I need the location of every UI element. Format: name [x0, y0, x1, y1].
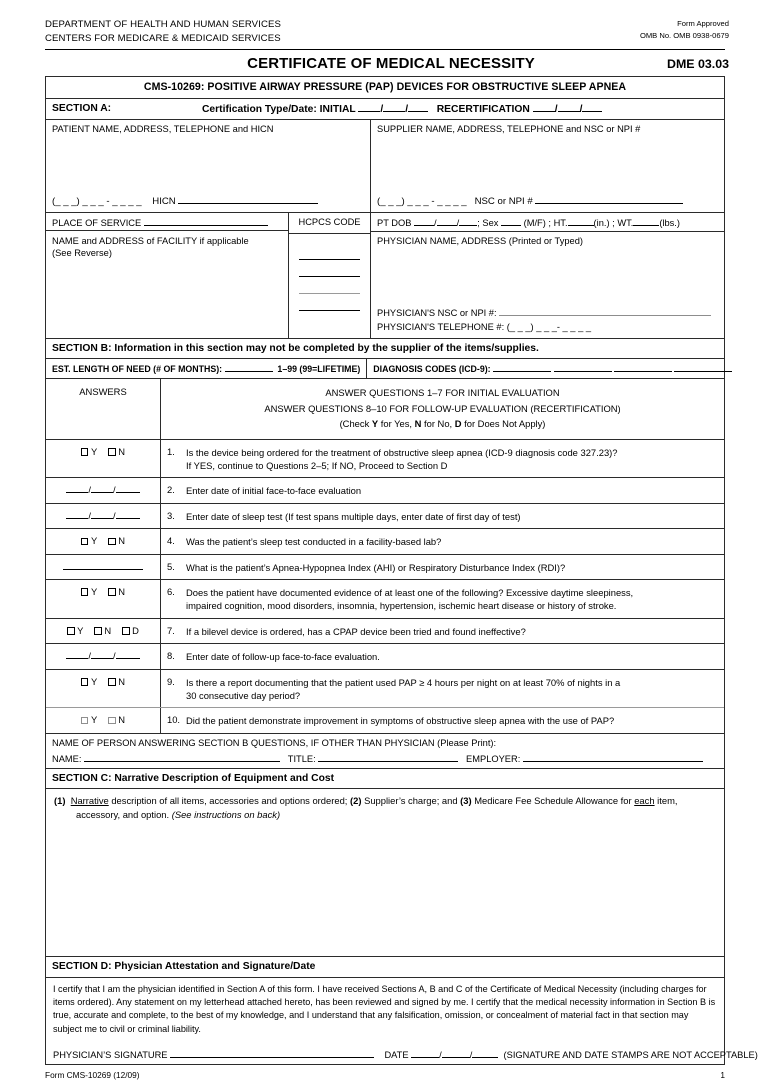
- answers-instructions-row: [46, 379, 724, 440]
- name-input[interactable]: [84, 753, 280, 762]
- date-8-year[interactable]: [116, 650, 140, 659]
- question-row-8: [46, 643, 724, 668]
- answer-cell-6[interactable]: [46, 580, 161, 618]
- physician-ids: [377, 307, 718, 336]
- cert-recert-month[interactable]: [533, 103, 555, 112]
- hcpcs-column: [289, 213, 371, 338]
- certification-type-row: Certification Type/Date: INITIAL / / RECERTIFICATION / /: [202, 103, 602, 115]
- patient-phone-hicn-line: [52, 195, 318, 207]
- section-c-text-3: Supplier’s charge; and: [361, 795, 461, 807]
- answer-cell-9[interactable]: [46, 670, 161, 708]
- section-c-see-instructions: (See instructions on back): [171, 808, 281, 820]
- question-row-5: [46, 554, 724, 579]
- cert-initial-year[interactable]: [408, 103, 428, 112]
- section-a-label: SECTION A:: [52, 102, 112, 114]
- label-4-no: N: [118, 535, 126, 547]
- checkbox-9-yes[interactable]: [81, 678, 89, 686]
- date-label: DATE: [384, 1049, 409, 1060]
- date-8-month[interactable]: [66, 650, 88, 659]
- checkbox-1-no[interactable]: [108, 448, 116, 456]
- question-number-3: 3.: [167, 509, 175, 521]
- section-d-header: SECTION D: Physician Attestation and Signature/Date: [46, 957, 724, 978]
- agency-line-2: CENTERS FOR MEDICARE & MEDICAID SERVICES: [45, 32, 281, 44]
- patient-box-label: PATIENT NAME, ADDRESS, TELEPHONE and HICN: [52, 123, 274, 134]
- checkbox-4-yes[interactable]: [81, 538, 89, 546]
- label-10-yes: Y: [90, 714, 98, 726]
- instr3-mid1: for Yes,: [378, 418, 415, 429]
- checkbox-10-no[interactable]: [108, 717, 116, 725]
- checkbox-6-yes[interactable]: [81, 588, 89, 596]
- instruction-line-3: [167, 416, 718, 432]
- length-of-need-row: [46, 359, 724, 379]
- title-bar: [0, 50, 770, 76]
- question-1-line-1: Is the device being ordered for the treatment of obstructive sleep apnea (ICD-9 diagnosis code 327.23)?: [186, 446, 618, 458]
- date-3-day[interactable]: [91, 510, 113, 519]
- signature-date-year[interactable]: [472, 1049, 498, 1058]
- signature-row: PHYSICIAN’S SIGNATURE DATE / / (SIGNATURE AND DATE STAMPS ARE NOT ACCEPTABLE): [53, 1049, 758, 1060]
- page-title: CERTIFICATE OF MEDICAL NECESSITY: [247, 55, 535, 72]
- cert-recert-day[interactable]: [558, 103, 580, 112]
- answer-cell-5[interactable]: [46, 555, 161, 579]
- diagnosis-code-3[interactable]: [614, 363, 672, 372]
- question-text-10: Did the patient demonstrate improvement in symptoms of obstructive sleep apnea with the use of PAP?: [186, 715, 615, 727]
- cert-recert-year[interactable]: [582, 103, 602, 112]
- answer-cell-3[interactable]: / /: [46, 504, 161, 528]
- date-3-month[interactable]: [66, 510, 88, 519]
- form-approved-label: Form Approved: [677, 19, 729, 28]
- question-row-6: [46, 579, 724, 618]
- physician-nsc-label: PHYSICIAN'S NSC or NPI #:: [377, 307, 497, 318]
- question-6-line-1: Does the patient have documented evidence of at least one of the following? Excessive daytime sleepiness,: [186, 586, 634, 598]
- label-9-yes: Y: [90, 675, 98, 687]
- diagnosis-codes: [367, 359, 738, 378]
- signature-date-month[interactable]: [411, 1049, 439, 1058]
- question-9-line-2: 30 consecutive day period?: [186, 689, 301, 701]
- question-number-8: 8.: [167, 650, 175, 662]
- hcpcs-line-2[interactable]: [299, 260, 360, 277]
- question-text-4: Was the patient’s sleep test conducted in a facility-based lab?: [186, 536, 442, 548]
- questions-table: [46, 440, 724, 734]
- cert-initial-day[interactable]: [383, 103, 405, 112]
- patient-supplier-row: [46, 120, 724, 213]
- person-answering-fields: [46, 751, 724, 768]
- place-service-row: [46, 213, 724, 339]
- date-8-day[interactable]: [91, 650, 113, 659]
- attestation-text: I certify that I am the physician identified in Section A of this form. I have received Sections A, B and C of the Certificate of Medical Necessity (including charges for items ordered). Any statement on my letterhead attached hereto, has been reviewed and signed by me. I certify that the medical necessity information in Section B is true, accurate and complete, to the best of my knowledge, and I understand that any falsification, omission, or concealment of material fact in that section may subject me to civil or criminal liability.: [53, 983, 716, 1034]
- label-6-yes: Y: [90, 585, 98, 597]
- label-7-yes: Y: [77, 624, 84, 636]
- masthead: [0, 0, 770, 45]
- section-c-num-1: (1): [54, 795, 66, 807]
- patient-phone-mask[interactable]: (_ _ _) _ _ _ - _ _ _ _: [52, 195, 142, 207]
- instr3-d: D: [454, 418, 462, 429]
- question-row-3: [46, 503, 724, 528]
- patient-hicn-input[interactable]: [178, 195, 318, 204]
- section-c-text-4: Medicare Fee Schedule Allowance for: [471, 795, 632, 807]
- section-a-header: [46, 99, 724, 120]
- omb-approval: [640, 18, 729, 41]
- page-number: 1: [720, 1069, 725, 1080]
- name-label: NAME:: [52, 753, 82, 764]
- section-c-body[interactable]: [46, 789, 724, 957]
- place-of-service-input[interactable]: [144, 217, 268, 226]
- title-label: TITLE:: [287, 753, 316, 764]
- est-length-of-need: [46, 359, 367, 378]
- section-c-text-2: description of all items, accessories and options ordered;: [108, 795, 350, 807]
- pt-ht-input[interactable]: [568, 217, 594, 226]
- instruction-line-2: ANSWER QUESTIONS 8–10 FOR FOLLOW-UP EVALUATION (RECERTIFICATION): [264, 402, 621, 414]
- answer-cell-8[interactable]: / /: [46, 644, 161, 668]
- pt-dob-day[interactable]: [437, 217, 457, 226]
- section-c-header: SECTION C: Narrative Description of Equipment and Cost: [46, 769, 724, 790]
- question-row-10: [46, 707, 724, 732]
- question-number-10: 10.: [167, 714, 181, 726]
- pt-dob-label: PT DOB: [377, 217, 412, 228]
- section-b-header: SECTION B: Information in this section may not be completed by the supplier of the items/supplies.: [46, 339, 724, 360]
- pt-dob-year[interactable]: [459, 217, 477, 226]
- answer-cell-7[interactable]: [46, 619, 161, 643]
- question-row-1: [46, 440, 724, 478]
- question-row-4: [46, 528, 724, 553]
- pt-ht-label: HT.: [553, 217, 568, 228]
- question-number-7: 7.: [167, 624, 175, 636]
- question-text-7: If a bilevel device is ordered, has a CPAP device been tried and found ineffective?: [186, 625, 526, 637]
- cmn-form: [45, 76, 758, 1065]
- question-text-8: Enter date of follow-up face-to-face evaluation.: [186, 651, 380, 663]
- cert-recert-label: RECERTIFICATION: [436, 103, 530, 115]
- instruction-line-1: ANSWER QUESTIONS 1–7 FOR INITIAL EVALUATION: [325, 387, 560, 398]
- checkbox-6-no[interactable]: [108, 588, 116, 596]
- physician-box-label: PHYSICIAN NAME, ADDRESS (Printed or Typed): [377, 235, 583, 246]
- physician-column: [371, 213, 724, 338]
- diagnosis-code-4[interactable]: [674, 363, 732, 372]
- diagnosis-codes-label: DIAGNOSIS CODES (ICD-9):: [373, 364, 491, 374]
- question-text-3: Enter date of sleep test (If test spans multiple days, enter date of first day of test): [186, 510, 521, 522]
- instr3-n: N: [414, 418, 422, 429]
- cms-subtitle: CMS-10269: POSITIVE AIRWAY PRESSURE (PAP) DEVICES FOR OBSTRUCTIVE SLEEP APNEA: [46, 77, 724, 99]
- question-text-2: Enter date of initial face-to-face evaluation: [186, 485, 362, 497]
- checkbox-7-no[interactable]: [94, 627, 102, 635]
- instr3-pre: (Check: [339, 418, 372, 429]
- pt-sex-label: ; Sex: [477, 217, 499, 228]
- physician-signature-input[interactable]: [170, 1049, 374, 1058]
- section-c-num-2: (2): [350, 795, 362, 807]
- answer-cell-10[interactable]: [46, 708, 161, 732]
- form-identifier: Form CMS-10269 (12/09): [45, 1069, 140, 1080]
- instr3-end: for Does Not Apply): [461, 418, 546, 429]
- pt-sex-input[interactable]: [501, 217, 521, 226]
- question-1-line-2: If YES, continue to Questions 2–5; If NO, Proceed to Section D: [186, 459, 448, 471]
- cert-initial-label: Certification Type/Date: INITIAL: [202, 103, 356, 115]
- question-row-7: [46, 618, 724, 643]
- facility-label-line-1: NAME and ADDRESS of FACILITY if applicable: [52, 235, 249, 246]
- pt-ht-unit: (in.) ;: [593, 217, 615, 228]
- supplier-box-label: SUPPLIER NAME, ADDRESS, TELEPHONE and NSC or NPI #: [377, 123, 641, 134]
- supplier-nsc-label: NSC or NPI #: [474, 195, 533, 207]
- hcpcs-code-lines: [289, 234, 370, 311]
- diagnosis-code-1[interactable]: [493, 363, 551, 372]
- dme-version: DME 03.03: [667, 57, 729, 71]
- est-length-input[interactable]: [225, 363, 273, 372]
- section-c-text-6: item, accessory, and option.: [76, 795, 678, 820]
- patient-box[interactable]: [46, 120, 371, 212]
- question-row-9: [46, 669, 724, 708]
- checkbox-1-yes[interactable]: [81, 448, 89, 456]
- answer-cell-1[interactable]: [46, 440, 161, 478]
- hcpcs-line-4[interactable]: [299, 294, 360, 311]
- question-6-line-2: impaired cognition, mood disorders, insomnia, hypertension, ischemic heart disease or history of stroke.: [186, 600, 617, 612]
- supplier-box[interactable]: [371, 120, 724, 212]
- diagnosis-code-2[interactable]: [554, 363, 612, 372]
- pt-sex-mf-note: (M/F) ;: [523, 217, 551, 228]
- pt-wt-unit: (lbs.): [659, 217, 680, 228]
- hcpcs-header: HCPCS CODE: [289, 213, 370, 234]
- pt-dob-month[interactable]: [414, 217, 434, 226]
- agency-name: [45, 18, 281, 45]
- place-of-service-column: [46, 213, 289, 338]
- page-footer: [45, 1070, 725, 1080]
- question-number-6: 6.: [167, 585, 175, 597]
- answer-instructions: [161, 379, 724, 439]
- instr3-mid2: for No,: [421, 418, 455, 429]
- omb-number: OMB No. OMB 0938-0679: [639, 30, 729, 40]
- question-9-line-1: Is there a report documenting that the patient used PAP ≥ 4 hours per night on at least 70% of nights in a: [186, 676, 621, 688]
- physician-name-address-box[interactable]: [371, 232, 724, 338]
- hcpcs-line-1[interactable]: [299, 243, 360, 260]
- question-text-1: [186, 440, 724, 478]
- question-text-6: [186, 580, 724, 618]
- section-c-instructions: [54, 794, 716, 821]
- checkbox-7-does-not-apply[interactable]: [122, 627, 130, 635]
- question-text-9: [186, 670, 724, 708]
- employer-input[interactable]: [523, 753, 703, 762]
- stamp-note: (SIGNATURE AND DATE STAMPS ARE NOT ACCEPTABLE): [503, 1049, 758, 1060]
- pt-wt-input[interactable]: [633, 217, 659, 226]
- patient-demographics-line: PT DOB / / ; Sex (M/F) ; HT. (in.) ; WT. (lbs.): [371, 213, 724, 232]
- place-of-service-label: PLACE OF SERVICE: [52, 217, 142, 228]
- label-4-yes: Y: [90, 535, 98, 547]
- checkbox-9-no[interactable]: [108, 678, 116, 686]
- date-3-year[interactable]: [116, 510, 140, 519]
- question-text-5: What is the patient’s Apnea-Hypopnea Index (AHI) or Respiratory Disturbance Index (RDI)?: [186, 561, 566, 573]
- physician-telephone-line: [377, 322, 718, 336]
- facility-name-address-box[interactable]: [46, 231, 288, 337]
- section-c-num-3: (3): [460, 795, 472, 807]
- physician-telephone-label: PHYSICIAN'S TELEPHONE #:: [377, 321, 505, 332]
- signature-date-day[interactable]: [442, 1049, 470, 1058]
- question-row-2: [46, 477, 724, 502]
- question-number-1: 1.: [167, 445, 175, 457]
- question-number-2: 2.: [167, 484, 175, 496]
- checkbox-7-yes[interactable]: [67, 627, 75, 635]
- label-1-no: N: [118, 445, 126, 457]
- hcpcs-line-3[interactable]: [299, 277, 360, 294]
- title-input[interactable]: [318, 753, 458, 762]
- agency-line-1: DEPARTMENT OF HEALTH AND HUMAN SERVICES: [45, 19, 281, 30]
- physician-nsc-line: [377, 307, 718, 322]
- person-answering-label: NAME OF PERSON ANSWERING SECTION B QUESTIONS, IF OTHER THAN PHYSICIAN (Please Print):: [52, 737, 497, 748]
- supplier-phone-mask[interactable]: (_ _ _) _ _ _ - _ _ _ _: [377, 195, 467, 207]
- label-9-no: N: [118, 675, 126, 687]
- est-length-label: EST. LENGTH OF NEED (# OF MONTHS):: [52, 364, 223, 374]
- section-c-each-word: each: [634, 795, 655, 807]
- cert-initial-month[interactable]: [358, 103, 380, 112]
- question-number-9: 9.: [167, 675, 175, 687]
- answer-cell-2[interactable]: / /: [46, 478, 161, 502]
- supplier-nsc-input[interactable]: [535, 195, 683, 204]
- employer-label: EMPLOYER:: [466, 753, 521, 764]
- physician-signature-label: PHYSICIAN’S SIGNATURE: [53, 1049, 168, 1060]
- question-number-5: 5.: [167, 560, 175, 572]
- answers-column-header: ANSWERS: [46, 379, 161, 439]
- pt-wt-label: WT.: [617, 217, 634, 228]
- ahi-rdi-input[interactable]: [63, 561, 143, 570]
- person-answering-block: [46, 734, 724, 769]
- date-2-year[interactable]: [116, 484, 140, 493]
- label-1-yes: Y: [90, 445, 98, 457]
- physician-nsc-input[interactable]: [499, 307, 711, 316]
- physician-telephone-mask[interactable]: (_ _ _) _ _ _- _ _ _ _: [506, 321, 591, 332]
- question-number-4: 4.: [167, 535, 175, 547]
- label-7-no: N: [104, 624, 112, 636]
- label-7-does-not-apply: D: [132, 624, 139, 636]
- section-c-narrative-word: Narrative: [70, 795, 109, 807]
- est-length-note: 1–99 (99=LIFETIME): [277, 364, 361, 374]
- checkbox-4-no[interactable]: [108, 538, 116, 546]
- supplier-phone-nsc-line: [377, 195, 683, 207]
- date-2-day[interactable]: [91, 484, 113, 493]
- patient-hicn-label: HICN: [152, 195, 176, 207]
- date-2-month[interactable]: [66, 484, 88, 493]
- place-of-service-line: [46, 213, 288, 231]
- label-10-no: N: [118, 714, 126, 726]
- section-d-block: [46, 978, 758, 1064]
- instr3-y: Y: [371, 418, 379, 429]
- facility-label-line-2: (See Reverse): [52, 248, 112, 259]
- answer-cell-4[interactable]: [46, 529, 161, 553]
- checkbox-10-yes[interactable]: [81, 717, 89, 725]
- label-6-no: N: [118, 585, 126, 597]
